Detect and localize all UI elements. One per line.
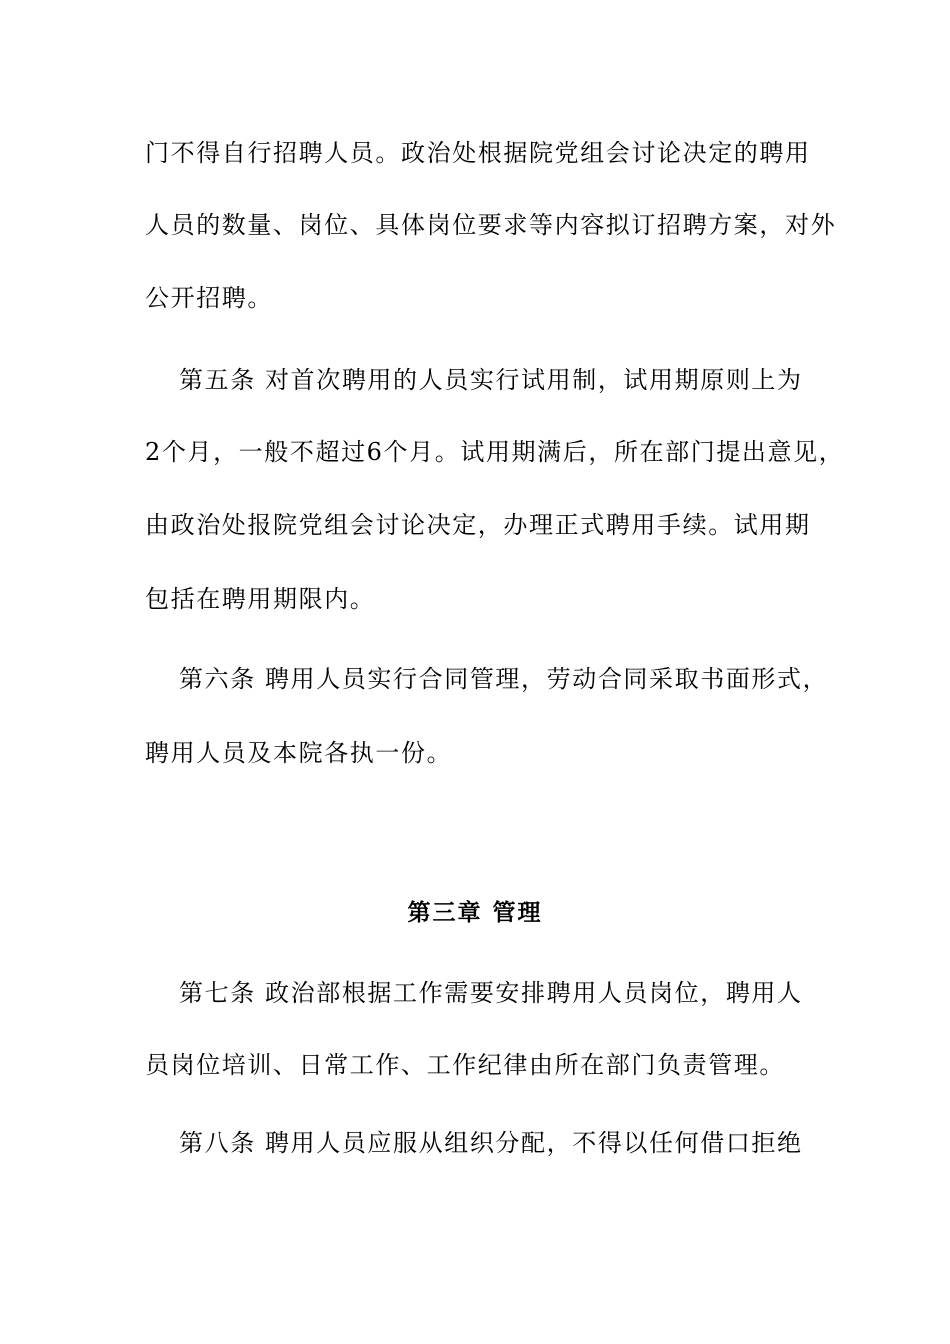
article-5-line: 第五条 对首次聘用的人员实行试用制，试用期原则上为 (179, 366, 803, 394)
article-5-line: 2个月，一般不超过6个月。试用期满后，所在部门提出意见， (145, 438, 845, 466)
article-5-line: 包括在聘用期限内。 (145, 585, 376, 613)
paragraph-line: 人员的数量、岗位、具体岗位要求等内容拟订招聘方案，对外 (145, 211, 837, 239)
article-5-line: 由政治处报院党组会讨论决定，办理正式聘用手续。试用期 (145, 511, 811, 539)
article-7-line: 员岗位培训、日常工作、工作纪律由所在部门负责管理。 (145, 1051, 785, 1079)
article-8-line: 第八条 聘用人员应服从组织分配，不得以任何借口拒绝 (179, 1129, 803, 1157)
article-7-line: 第七条 政治部根据工作需要安排聘用人员岗位，聘用人 (179, 979, 803, 1007)
article-6-line: 第六条 聘用人员实行合同管理，劳动合同采取书面形式， (179, 665, 829, 693)
chapter-heading: 第三章 管理 (407, 900, 543, 926)
paragraph-line: 门不得自行招聘人员。政治处根据院党组会讨论决定的聘用 (145, 139, 811, 167)
article-6-line: 聘用人员及本院各执一份。 (145, 739, 453, 767)
paragraph-line: 公开招聘。 (145, 284, 273, 312)
